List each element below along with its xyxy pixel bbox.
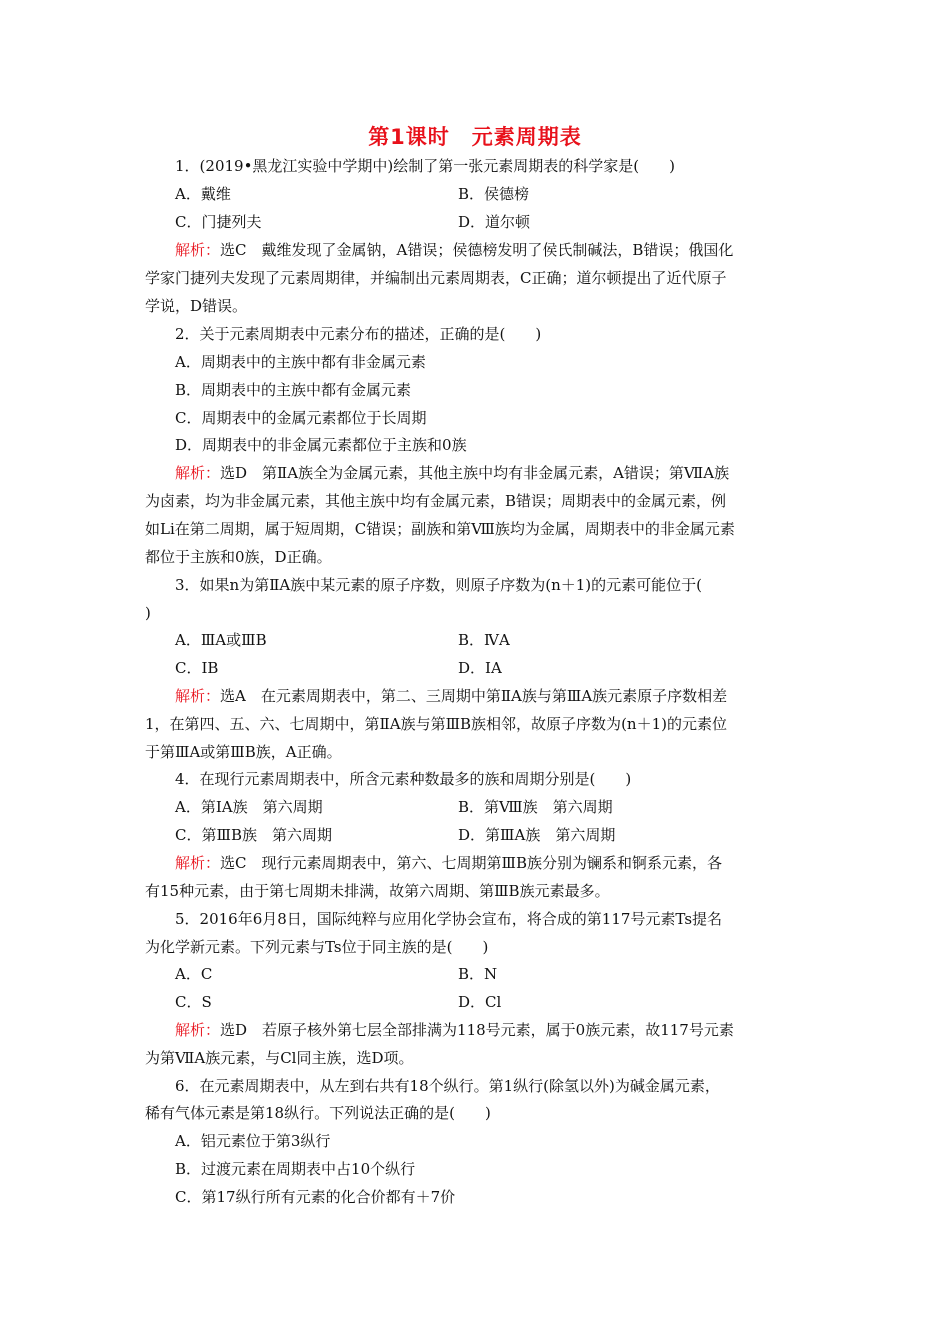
question-3-stem: 3．如果n为第ⅡA族中某元素的原子序数，则原子序数为(n＋1)的元素可能位于( bbox=[175, 576, 702, 594]
q4-option-c: C．第ⅢB族 第六周期 bbox=[175, 826, 332, 844]
q3-option-b: B．ⅣA bbox=[458, 631, 510, 649]
question-6-stem: 6．在元素周期表中，从左到右共有18个纵行。第1纵行(除氢以外)为碱金属元素， bbox=[175, 1077, 720, 1095]
answer-text: 选A 在元素周期表中，第二、三周期中第ⅡA族与第ⅢA族元素原子序数相差 bbox=[220, 687, 728, 705]
q3-option-d: D．ⅠA bbox=[458, 659, 502, 677]
q5-answer-line-2: 为第ⅦA族元素，与Cl同主族，选D项。 bbox=[145, 1049, 414, 1067]
q1-option-a: A．戴维 bbox=[175, 185, 231, 203]
q1-answer-line-3: 学说，D错误。 bbox=[145, 297, 248, 315]
q2-option-a: A．周期表中的主族中都有非金属元素 bbox=[175, 353, 426, 371]
answer-text: 选C 戴维发现了金属钠，A错误；侯德榜发明了侯氏制碱法，B错误；俄国化 bbox=[220, 241, 734, 259]
answer-label: 解析： bbox=[175, 241, 221, 259]
q2-option-d: D．周期表中的非金属元素都位于主族和0族 bbox=[175, 436, 467, 454]
answer-label: 解析： bbox=[175, 854, 221, 872]
question-2-stem: 2．关于元素周期表中元素分布的描述，正确的是( ) bbox=[175, 325, 542, 343]
q4-answer-line-2: 有15种元素，由于第七周期未排满，故第六周期、第ⅢB族元素最多。 bbox=[145, 882, 610, 900]
answer-text: 选C 现行元素周期表中，第六、七周期第ⅢB族分别为镧系和锕系元素，各 bbox=[220, 854, 722, 872]
q6-option-c: C．第17纵行所有元素的化合价都有＋7价 bbox=[175, 1188, 456, 1206]
answer-label: 解析： bbox=[175, 1021, 221, 1039]
q3-option-c: C．ⅠB bbox=[175, 659, 219, 677]
q3-answer-line-1 bbox=[175, 686, 840, 706]
answer-label: 解析： bbox=[175, 464, 221, 482]
q2-option-c: C．周期表中的金属元素都位于长周期 bbox=[175, 409, 427, 427]
question-1-stem: 1．(2019•黑龙江实验中学期中)绘制了第一张元素周期表的科学家是( ) bbox=[175, 157, 675, 175]
q4-option-d: D．第ⅢA族 第六周期 bbox=[458, 826, 616, 844]
q3-option-a: A．ⅢA或ⅢB bbox=[175, 631, 267, 649]
q1-answer-line-1 bbox=[175, 240, 840, 260]
q3-answer-line-2: 1，在第四、五、六、七周期中，第ⅡA族与第ⅢB族相邻，故原子序数为(n＋1)的元素位 bbox=[145, 715, 727, 733]
q4-option-b: B．第Ⅷ族 第六周期 bbox=[458, 798, 613, 816]
q3-answer-line-3: 于第ⅢA或第ⅢB族，A正确。 bbox=[145, 743, 342, 761]
q1-answer-line-2: 学家门捷列夫发现了元素周期律，并编制出元素周期表，C正确；道尔顿提出了近代原子 bbox=[145, 269, 727, 287]
answer-text: 选D 若原子核外第七层全部排满为118号元素，属于0族元素，故117号元素 bbox=[220, 1021, 734, 1039]
q2-answer-line-4: 都位于主族和0族，D正确。 bbox=[145, 548, 332, 566]
question-3-stem-cont: ) bbox=[145, 604, 151, 622]
q1-option-d: D．道尔顿 bbox=[458, 213, 531, 231]
page-title: 第1课时 元素周期表 bbox=[368, 125, 582, 149]
q5-option-d: D．Cl bbox=[458, 993, 502, 1011]
q5-option-b: B．N bbox=[458, 965, 498, 983]
q6-option-b: B．过渡元素在周期表中占10个纵行 bbox=[175, 1160, 416, 1178]
question-5-stem-cont: 为化学新元素。下列元素与Ts位于同主族的是( ) bbox=[145, 938, 489, 956]
q5-answer-line-1 bbox=[175, 1020, 840, 1040]
question-5-stem: 5．2016年6月8日，国际纯粹与应用化学协会宣布，将合成的第117号元素Ts提名 bbox=[175, 910, 723, 928]
q1-option-c: C．门捷列夫 bbox=[175, 213, 262, 231]
question-4-stem: 4．在现行元素周期表中，所含元素种数最多的族和周期分别是( ) bbox=[175, 770, 632, 788]
q4-answer-line-1 bbox=[175, 853, 840, 873]
q4-option-a: A．第ⅠA族 第六周期 bbox=[175, 798, 323, 816]
q5-option-c: C．S bbox=[175, 993, 212, 1011]
q2-option-b: B．周期表中的主族中都有金属元素 bbox=[175, 381, 412, 399]
q5-option-a: A．C bbox=[175, 965, 213, 983]
q1-option-b: B．侯德榜 bbox=[458, 185, 530, 203]
answer-text: 选D 第ⅡA族全为金属元素，其他主族中均有非金属元素，A错误；第ⅦA族 bbox=[220, 464, 730, 482]
q2-answer-line-1 bbox=[175, 463, 840, 483]
q2-answer-line-2: 为卤素，均为非金属元素，其他主族中均有金属元素，B错误；周期表中的金属元素，例 bbox=[145, 492, 727, 510]
answer-label: 解析： bbox=[175, 687, 221, 705]
q6-option-a: A．铝元素位于第3纵行 bbox=[175, 1132, 331, 1150]
question-6-stem-cont: 稀有气体元素是第18纵行。下列说法正确的是( ) bbox=[145, 1104, 491, 1122]
q2-answer-line-3: 如Li在第二周期，属于短周期，C错误；副族和第Ⅷ族均为金属，周期表中的非金属元素 bbox=[145, 520, 735, 538]
